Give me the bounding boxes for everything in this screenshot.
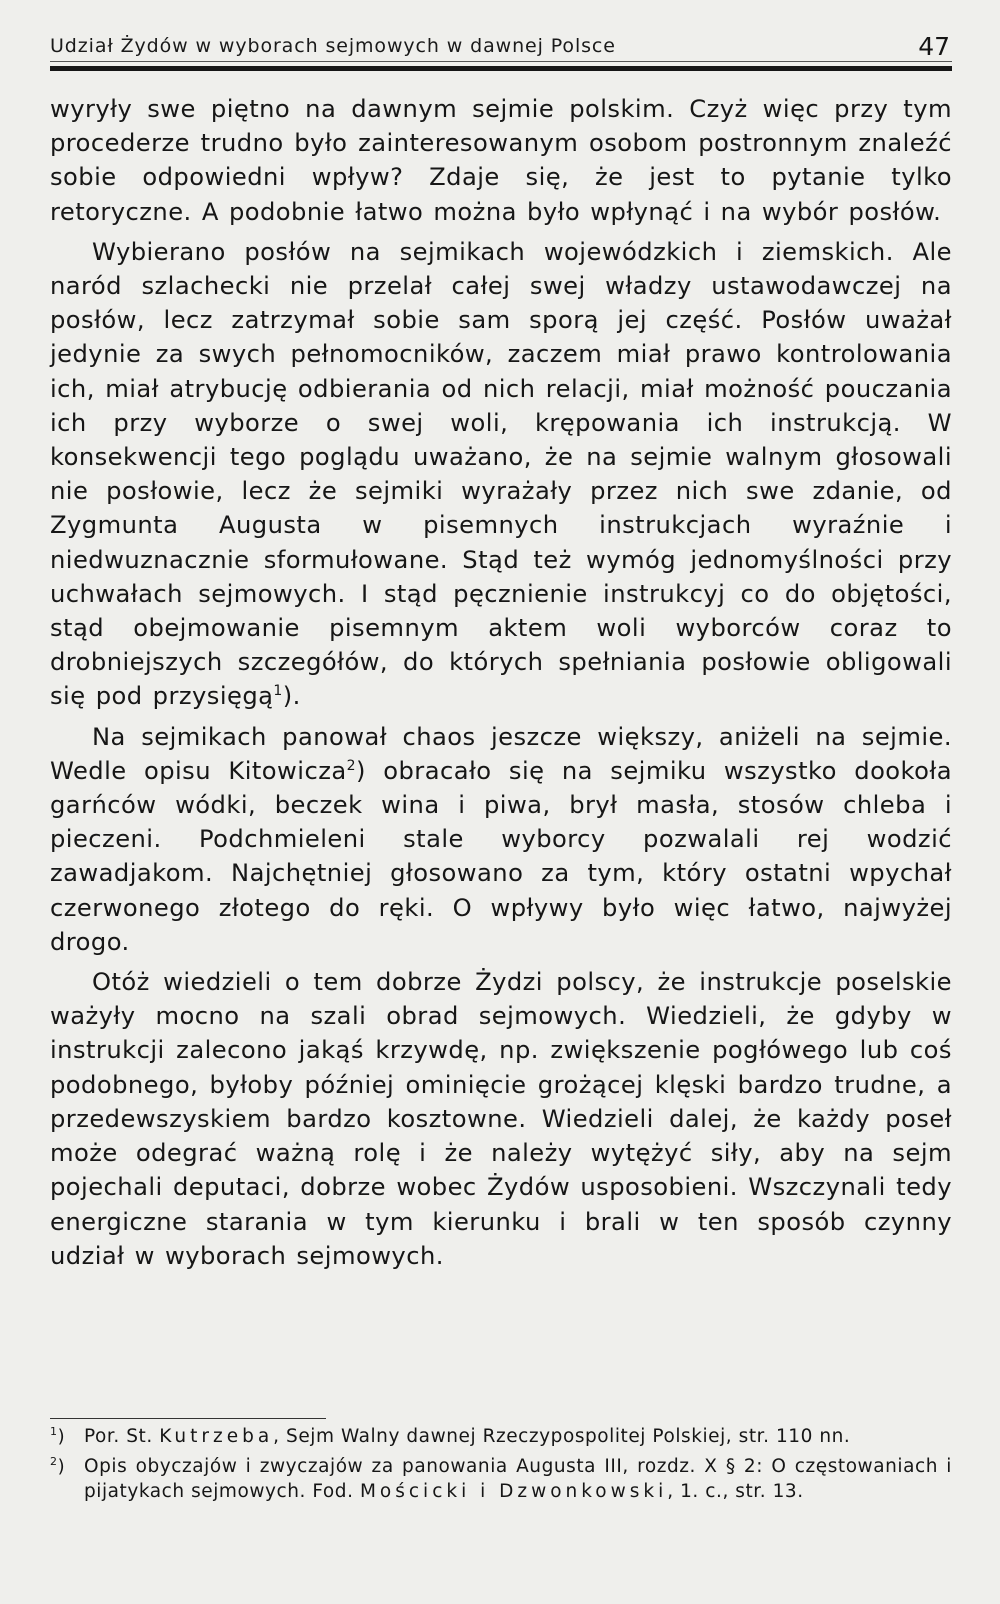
footnote-marker-1 (50, 1424, 84, 1449)
footnote-text-after-1: , Sejm Walny dawnej Rzeczypospolitej Polskiej, str. 110 nn. (273, 1426, 851, 1447)
footnote-authors-2: Mościcki i Dzwonkowski (359, 1481, 668, 1502)
footnote-number-2: 2 (50, 1455, 58, 1468)
footnote-text-after-2: , 1. c., str. 13. (667, 1481, 804, 1502)
paragraph-3-text-part-2: ) obracało się na sejmiku wszystko dookoła garńców wódki, beczek wina i piwa, brył masła, stosów chleba i pieczeni. Podchmieleni stale wyborcy pozwalali rej wodzić zawadjakom. Najchętniej głosowano za tym, który ostatni wpychał czerwonego złotego do ręki. O wpływy było więc łatwo, najwyżej drogo. (50, 756, 952, 956)
footnote-1 (50, 1424, 952, 1449)
footnote-text-before-2: Opis obyczajów i zwyczajów za panowania Augusta III, rozdz. X § 2: O częstowaniach i pijatykach sejmowych. Fod. (84, 1456, 952, 1502)
main-text (50, 92, 952, 1279)
paragraph-4: Otóż wiedzieli o tem dobrze Żydzi polscy, że instrukcje poselskie ważyły mocno na szali obrad sejmowych. Wiedzieli, że gdyby w instrukcji zalecono jakąś krzywdę, np. zwiększenie pogłówego lub coś podobnego, byłoby później ominięcie grożącej klęski bardzo trudne, a przedewszyskiem bardzo kosztowne. Wiedzieli dalej, że każdy poseł może odegrać ważną rolę i że należy wytężyć siły, aby na sejm pojechali deputaci, dobrze wobec Żydów usposobieni. Wszczynali tedy energiczne starania w tym kierunku i brali w ten sposób czynny udział w wyborach sejmowych. (50, 968, 952, 1270)
footnote-marker-2 (50, 1454, 84, 1504)
running-header (50, 30, 952, 62)
page-number: 47 (918, 32, 950, 61)
note-reference-2: 2 (346, 757, 356, 774)
footnote-author-1: Kutrzeba (159, 1426, 274, 1447)
running-title: Udział Żydów w wyborach sejmowych w dawnej Polsce (50, 35, 616, 57)
paragraph-3-text-part-1: Na sejmikach panował chaos jeszcze większy, aniżeli na sejmie. Wedle opisu Kitowicza (50, 722, 952, 785)
paragraph-2-text: Wybierano posłów na sejmikach wojewódzkich i ziemskich. Ale naród szlachecki nie przelał całej swej władzy ustawodawczej na posłów, lecz zatrzymał sobie sam sporą jej część. Posłów uważał jedynie za swych pełnomocników, zaczem miał prawo kontrolowania ich, miał atrybucję odbierania od nich relacji, miał możność pouczania ich przy wyborze o swej woli, krępowania ich instrukcją. W konsekwencji tego poglądu uważano, że na sejmie walnym głosowali nie posłowie, lecz że sejmiki wyrażały przez nich swe zdanie, od Zygmunta Augusta w pisemnych instrukcjach wyraźnie i niedwuznacznie sformułowane. Stąd też wymóg jednomyślności przy uchwałach sejmowych. I stąd pęcznienie instrukcyj co do objętości, stąd obejmowanie pisemnym aktem woli wyborców coraz to drobniejszych szczegółów, do których spełniania posłowie obligowali się pod przysięgą (50, 237, 952, 711)
paragraph-2 (50, 235, 952, 714)
footnotes (50, 1424, 952, 1509)
paragraph-1: wyryły swe piętno na dawnym sejmie polskim. Czyż więc przy tym procederze trudno było zainteresowanym osobom postronnym znaleźć sobie odpowiedni wpływ? Zdaje się, że jest to pytanie tylko retoryczne. A podobnie łatwo można było wpłynąć i na wybór posłów. (50, 95, 952, 226)
footnote-text-before-1: Por. St. (84, 1426, 160, 1447)
footnote-separator (50, 1418, 326, 1419)
footnote-text-2 (84, 1454, 952, 1504)
footnote-marker-suffix-2: ) (57, 1456, 66, 1477)
footnote-number-1: 1 (50, 1425, 58, 1438)
note-reference-1: 1 (273, 683, 283, 700)
footnote-2 (50, 1454, 952, 1504)
header-thin-rule (50, 61, 952, 62)
header-rule (50, 66, 952, 71)
footnote-marker-suffix-1: ) (57, 1426, 66, 1447)
paragraph-3 (50, 720, 952, 959)
footnote-text-1 (84, 1424, 952, 1449)
paragraph-2-tail: ). (282, 682, 301, 711)
